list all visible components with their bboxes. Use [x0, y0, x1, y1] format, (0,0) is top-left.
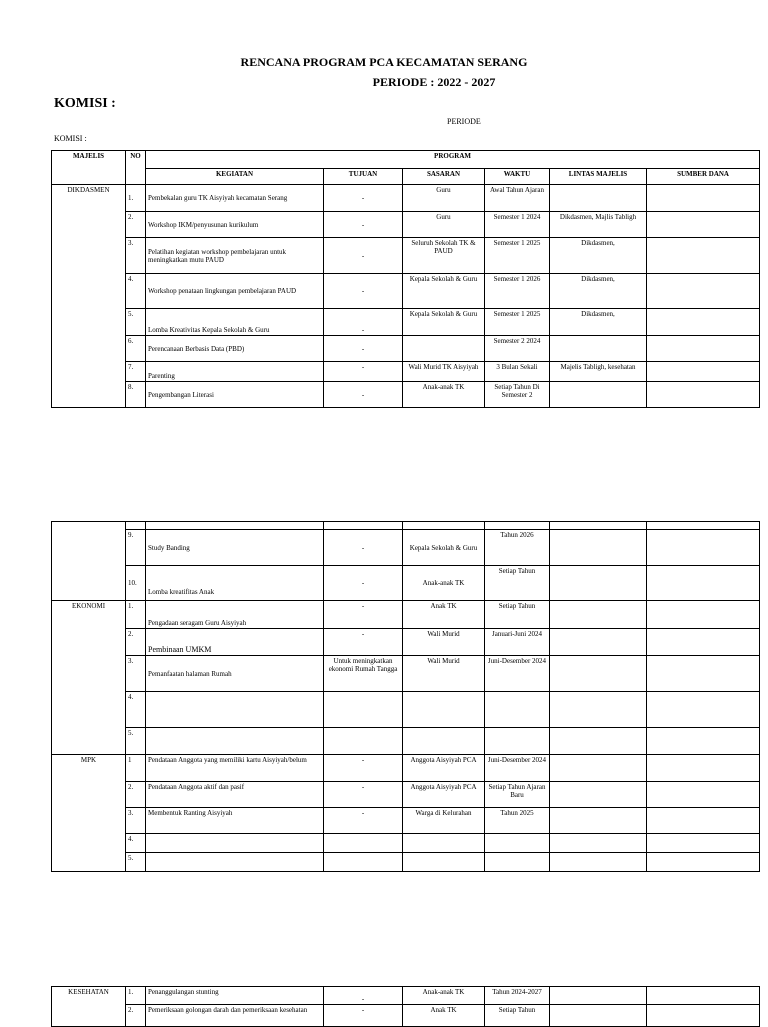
periode-label: PERIODE: [447, 117, 481, 126]
row-no: 3.: [126, 238, 146, 274]
majelis-cell-ekonomi: EKONOMI: [52, 601, 126, 755]
row-sumber: [647, 382, 760, 408]
row-kegiatan: Pemeriksaan golongan darah dan pemeriksaan kesehatan: [146, 1005, 324, 1027]
row-kegiatan: Lomba kreatifitas Anak: [146, 566, 324, 601]
row-sasaran: Guru: [403, 212, 485, 238]
row-tujuan: -: [324, 566, 403, 601]
row-tujuan: -: [324, 755, 403, 782]
program-table-1: [51, 150, 760, 408]
row-sasaran: Anak-anak TK: [403, 382, 485, 408]
row-no: 1: [126, 755, 146, 782]
table-row: [52, 782, 760, 808]
row-sasaran: Warga di Kelurahan: [403, 808, 485, 834]
row-no: 1.: [126, 185, 146, 212]
document-title: RENCANA PROGRAM PCA KECAMATAN SERANG: [240, 55, 528, 69]
row-kegiatan: Pendataan Anggota yang memiliki kartu Aisyiyah/belum: [146, 755, 324, 782]
row-kegiatan: Pelatihan kegiatan workshop pembelajaran untuk meningkatkan mutu PAUD: [146, 238, 324, 274]
row-kegiatan: Membentuk Ranting Aisyiyah: [146, 808, 324, 834]
table-row: [52, 601, 760, 629]
row-no: 2.: [126, 212, 146, 238]
table-row: [52, 987, 760, 1005]
row-tujuan: Untuk meningkatkan ekonomi Rumah Tangga: [324, 656, 403, 692]
majelis-cell: [52, 522, 126, 601]
row-sasaran: [403, 336, 485, 362]
row-lintas: Majelis Tabligh, kesehatan: [550, 362, 647, 382]
col-lintas-majelis: LINTAS MAJELIS: [550, 169, 647, 185]
row-lintas: Dikdasmen,: [550, 238, 647, 274]
row-tujuan: -: [324, 808, 403, 834]
row-waktu: 3 Bulan Sekali: [485, 362, 550, 382]
table-row: [52, 274, 760, 309]
row-sasaran: Seluruh Sekolah TK & PAUD: [403, 238, 485, 274]
col-waktu: WAKTU: [485, 169, 550, 185]
table-row: [52, 530, 760, 566]
row-no: 4.: [126, 834, 146, 853]
row-waktu: Semester 1 2026: [485, 274, 550, 309]
row-tujuan: -: [324, 1005, 403, 1027]
row-tujuan: -: [324, 238, 403, 274]
row-no: 3.: [126, 808, 146, 834]
table-row: [52, 362, 760, 382]
row-sasaran: Wali Murid TK Aisyiyah: [403, 362, 485, 382]
row-kegiatan: Study Banding: [146, 530, 324, 566]
row-sasaran: Anggota Aisyiyah PCA: [403, 782, 485, 808]
table-row: [52, 834, 760, 853]
row-kegiatan: Workshop penataan lingkungan pembelajaran PAUD: [146, 274, 324, 309]
row-no: 10.: [126, 566, 146, 601]
table-row: [52, 185, 760, 212]
row-sasaran: Kepala Sekolah & Guru: [403, 309, 485, 336]
row-sasaran: Anak TK: [403, 1005, 485, 1027]
row-waktu: Setiap Tahun Ajaran Baru: [485, 782, 550, 808]
table-row: [52, 692, 760, 728]
row-no: 4.: [126, 274, 146, 309]
row-kegiatan: Pendataan Anggota aktif dan pasif: [146, 782, 324, 808]
col-sasaran: SASARAN: [403, 169, 485, 185]
row-sasaran: Anak-anak TK: [403, 987, 485, 1005]
row-waktu: Semester 1 2025: [485, 238, 550, 274]
row-no: 3.: [126, 656, 146, 692]
row-waktu: Januari-Juni 2024: [485, 629, 550, 656]
row-sasaran: Guru: [403, 185, 485, 212]
row-kegiatan: Parenting: [146, 362, 324, 382]
row-kegiatan: Workshop IKM/penyusunan kurikulum: [146, 212, 324, 238]
program-table-2: [51, 521, 760, 872]
row-waktu: Awal Tahun Ajaran: [485, 185, 550, 212]
row-kegiatan: Penanggulangan stunting: [146, 987, 324, 1005]
row-no: 8.: [126, 382, 146, 408]
row-no: 6.: [126, 336, 146, 362]
table-row: [52, 808, 760, 834]
row-waktu: Setiap Tahun: [485, 1005, 550, 1027]
row-kegiatan: Pemanfaatan halaman Rumah: [146, 656, 324, 692]
row-sumber: [647, 309, 760, 336]
row-tujuan: -: [324, 382, 403, 408]
row-sasaran: Anak-anak TK: [403, 566, 485, 601]
table-row: [52, 238, 760, 274]
col-kegiatan: KEGIATAN: [146, 169, 324, 185]
col-program: PROGRAM: [146, 151, 760, 169]
row-lintas: Dikdasmen,: [550, 274, 647, 309]
table-row: [52, 656, 760, 692]
row-no: 7.: [126, 362, 146, 382]
row-waktu: Semester 1 2025: [485, 309, 550, 336]
row-tujuan: -: [324, 274, 403, 309]
row-sasaran: Kepala Sekolah & Guru: [403, 274, 485, 309]
row-no: 4.: [126, 692, 146, 728]
table-row: [52, 212, 760, 238]
table-row: [52, 1005, 760, 1027]
majelis-cell-mpk: MPK: [52, 755, 126, 872]
row-sumber: [647, 274, 760, 309]
row-tujuan: -: [324, 987, 403, 1005]
table-row: [52, 382, 760, 408]
row-sumber: [647, 185, 760, 212]
row-sumber: [647, 212, 760, 238]
row-no: 9.: [126, 530, 146, 566]
row-lintas: [550, 336, 647, 362]
row-waktu: Tahun 2025: [485, 808, 550, 834]
row-kegiatan: Lomba Kreativitas Kepala Sekolah & Guru: [146, 309, 324, 336]
row-waktu: Semester 2 2024: [485, 336, 550, 362]
row-no: 2.: [126, 629, 146, 656]
row-waktu: Setiap Tahun: [485, 566, 550, 601]
row-no: 2.: [126, 782, 146, 808]
row-no: 1.: [126, 987, 146, 1005]
row-sumber: [647, 238, 760, 274]
row-waktu: Juni-Desember 2024: [485, 755, 550, 782]
row-tujuan: -: [324, 336, 403, 362]
table-row: [52, 336, 760, 362]
row-lintas: [550, 382, 647, 408]
row-sasaran: Wali Murid: [403, 629, 485, 656]
row-lintas: [550, 185, 647, 212]
row-kegiatan: Pengadaan seragam Guru Aisyiyah: [146, 601, 324, 629]
row-sasaran: Wali Murid: [403, 656, 485, 692]
row-tujuan: -: [324, 309, 403, 336]
table-row: [52, 755, 760, 782]
row-waktu: Tahun 2026: [485, 530, 550, 566]
table-row: [52, 629, 760, 656]
col-tujuan: TUJUAN: [324, 169, 403, 185]
table-row: [52, 566, 760, 601]
row-lintas: Dikdasmen, Majlis Tabligh: [550, 212, 647, 238]
row-no: 5.: [126, 309, 146, 336]
table-row: [52, 309, 760, 336]
row-no: 2.: [126, 1005, 146, 1027]
row-tujuan: -: [324, 185, 403, 212]
row-sasaran: Kepala Sekolah & Guru: [403, 530, 485, 566]
col-no: NO: [126, 151, 146, 185]
row-sumber: [647, 336, 760, 362]
row-waktu: Semester 1 2024: [485, 212, 550, 238]
row-tujuan: -: [324, 782, 403, 808]
row-sumber: [647, 362, 760, 382]
row-kegiatan: Perencanaan Berbasis Data (PBD): [146, 336, 324, 362]
komisi-small-label: KOMISI :: [54, 134, 87, 143]
row-waktu: Setiap Tahun Di Semester 2: [485, 382, 550, 408]
row-sasaran: Anggota Aisyiyah PCA: [403, 755, 485, 782]
komisi-heading: KOMISI :: [54, 96, 116, 111]
row-kegiatan: Pengembangan Literasi: [146, 382, 324, 408]
row-no: 1.: [126, 601, 146, 629]
row-kegiatan: Pembekalan guru TK Aisyiyah kecamatan Serang: [146, 185, 324, 212]
row-waktu: Tahun 2024-2027: [485, 987, 550, 1005]
majelis-cell-kesehatan: KESEHATAN: [52, 987, 126, 1027]
row-waktu: Juni-Desember 2024: [485, 656, 550, 692]
document-period: PERIODE : 2022 - 2027: [372, 75, 496, 89]
col-sumber-dana: SUMBER DANA: [647, 169, 760, 185]
row-tujuan: -: [324, 629, 403, 656]
row-sasaran: Anak TK: [403, 601, 485, 629]
row-no: 5.: [126, 853, 146, 872]
program-table-3: [51, 986, 760, 1027]
col-majelis: MAJELIS: [52, 151, 126, 185]
row-lintas: Dikdasmen,: [550, 309, 647, 336]
row-tujuan: -: [324, 601, 403, 629]
table-row: [52, 728, 760, 755]
row-tujuan: -: [324, 362, 403, 382]
row-no: 5.: [126, 728, 146, 755]
row-tujuan: -: [324, 212, 403, 238]
row-tujuan: -: [324, 530, 403, 566]
row-kegiatan: Pembinaan UMKM: [146, 629, 324, 656]
majelis-cell: DIKDASMEN: [52, 185, 126, 408]
table-row: [52, 853, 760, 872]
row-waktu: Setiap Tahun: [485, 601, 550, 629]
